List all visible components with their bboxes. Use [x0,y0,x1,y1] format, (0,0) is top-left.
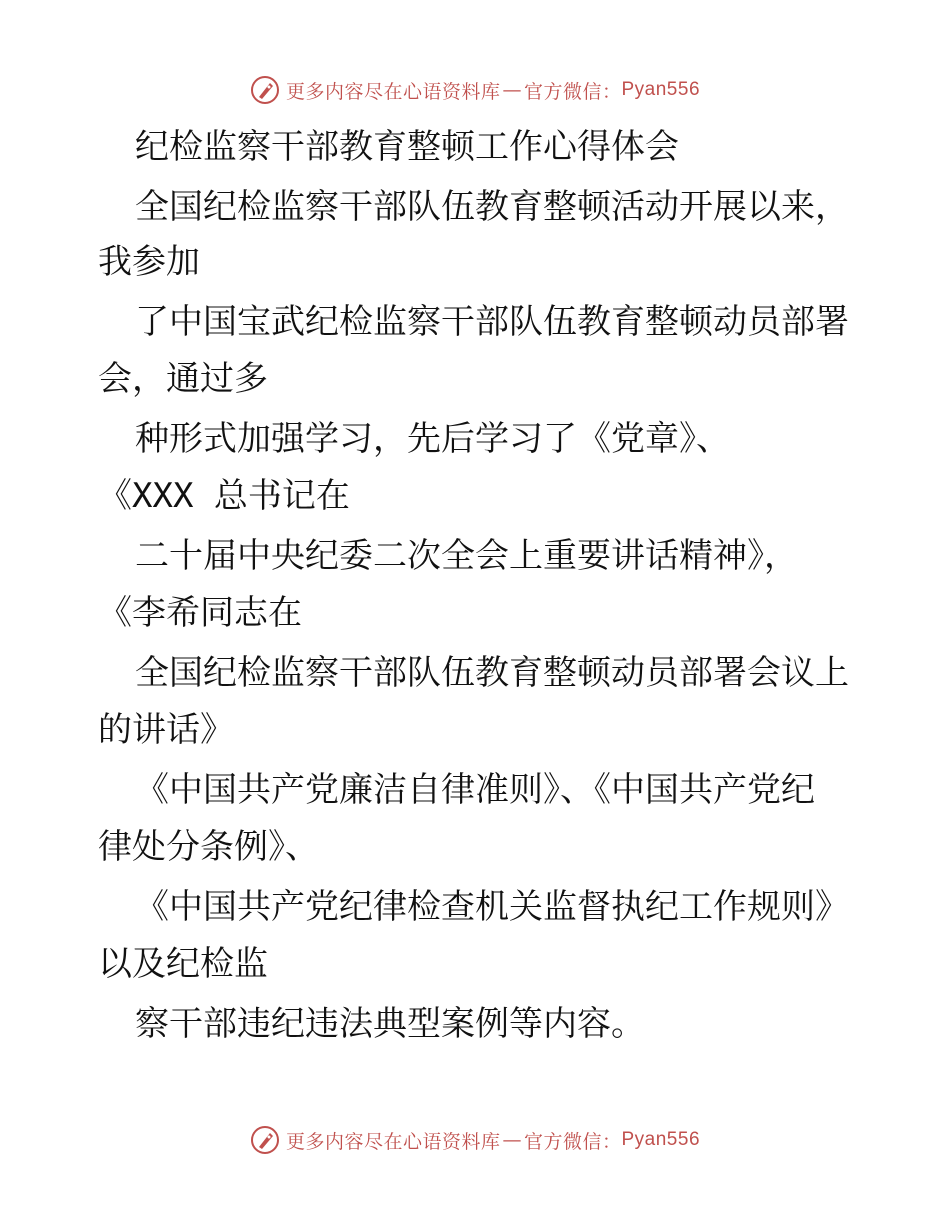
header-wechat-id: Pyan556 [621,79,701,100]
header-dash: — [502,79,522,101]
paragraph-line: 察干部违纪违法典型案例等内容。 [135,1004,645,1044]
header-wechat-label: 官方微信： [523,80,622,103]
footer-wechat-label: 官方微信： [523,1130,622,1153]
footer-promo-text: 更多内容尽在心语资料库 [285,1130,501,1153]
paragraph-line: 了中国宝武纪检监察干部队伍教育整顿动员部署 [135,302,849,342]
paragraph-line: 我参加 [98,242,200,282]
document-title: 纪检监察干部教育整顿工作心得体会 [135,127,679,167]
paragraph-line: 《中国共产党廉洁自律准则》、《中国共产党纪 [135,770,815,810]
paragraph-line: 以及纪检监 [98,944,268,984]
paragraph-line: 二十届中央纪委二次全会上重要讲话精神》， [135,536,798,576]
paragraph-line: 种形式加强学习，先后学习了《党章》、 [135,419,730,459]
paragraph-line: 《中国共产党纪律检查机关监督执纪工作规则》 [135,887,849,927]
footer-dash: — [502,1129,522,1151]
pen-nib-logo-icon [250,75,280,105]
paragraph-line: 会，通过多 [98,359,268,399]
footer-banner [0,1120,950,1160]
pen-nib-logo-icon [250,1125,280,1155]
header-banner [0,70,950,110]
paragraph-line: 律处分条例》、 [98,827,319,867]
footer-wechat-id: Pyan556 [621,1129,701,1150]
paragraph-line: 全国纪检监察干部队伍教育整顿动员部署会议上 [135,653,849,693]
paragraph-line: 《李希同志在 [98,593,302,633]
paragraph-line: 全国纪检监察干部队伍教育整顿活动开展以来， [135,187,849,227]
header-promo-text: 更多内容尽在心语资料库 [285,80,501,103]
paragraph-line: 的讲话》 [98,710,234,750]
paragraph-line: 《XXX 总书记在 [98,476,350,516]
